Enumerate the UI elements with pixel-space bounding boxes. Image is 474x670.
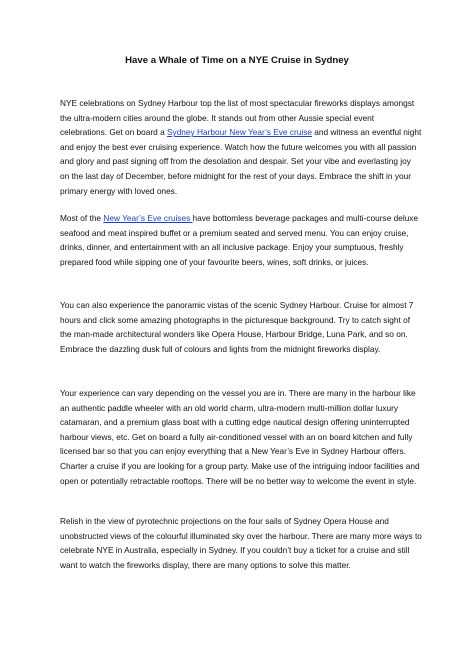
page-title: Have a Whale of Time on a NYE Cruise in Sydney xyxy=(125,55,349,66)
paragraph-1 xyxy=(60,96,422,198)
paragraph-5: Relish in the view of pyrotechnic projections on the four sails of Sydney Opera House and unobstructed views of the colourful illuminated sky over the harbour. There are many more ways to celebrate NYE in Australia, especially in Sydney. If you couldn’t buy a ticket for a cruise and still want to watch the fireworks display, there are many options to solve this matter. xyxy=(60,516,422,570)
paragraph-2-text-before-link: Most of the xyxy=(60,213,104,223)
paragraph-4: Your experience can vary depending on the vessel you are in. There are many in the harbour like an authentic paddle wheeler with an old world charm, ultra-modern multi-million dollar luxury catamaran, and a premium glass boat with a cutting edge nautical design offering uninterrupted harbour views, etc. Get on board a fully air-conditioned vessel with an on board kitchen and fully licensed bar so that you can enjoy everything that a New Year’s Eve in Sydney Harbour offers. Charter a cruise if you are looking for a group party. Make use of the intriguing indoor facilities and open or potentially retractable rooftops. There will be no better way to welcome the event in style. xyxy=(60,388,420,486)
nye-cruises-link[interactable]: New Year’s Eve cruises xyxy=(103,213,193,223)
paragraph-1-text-before-link: NYE celebrations on Sydney Harbour top the list of most spectacular fireworks displays amongst the ultra-modern cities around the globe. It stands out from other Aussie special event celebrations. Get on board a xyxy=(60,98,415,138)
paragraph-2-text-after-link: have bottomless beverage packages and multi-course deluxe seafood and meat inspired buffet or a premium seated and served menu. You can enjoy cruise, drinks, dinner, and entertainment with an all inclusive package. Enjoy your sumptuous, freshly prepared food while sipping one of your favourite beers, wines, soft drinks, or juices. xyxy=(60,213,419,267)
paragraph-3: You can also experience the panoramic vistas of the scenic Sydney Harbour. Cruise for almost 7 hours and click some amazing photographs in the picturesque background. Try to catch sight of the man-made architectural wonders like Opera House, Harbour Bridge, Luna Park, and so on. Embrace the dazzling dusk full of colours and lights from the midnight fireworks display. xyxy=(60,300,414,354)
paragraph-2 xyxy=(60,211,422,269)
sydney-harbour-nye-cruise-link[interactable]: Sydney Harbour New Year’s Eve cruise xyxy=(167,127,312,138)
paragraph-1-text-after-link: and witness an eventful night and enjoy the best ever cruising experience. Watch how the future welcomes you with all passion and glory and past signing off from the desolation and despair. Set your vibe and everlasting joy on the last day of December, before midnight for the rest of your days. Embrace the shift in your primary energy with loved ones. xyxy=(60,127,422,196)
